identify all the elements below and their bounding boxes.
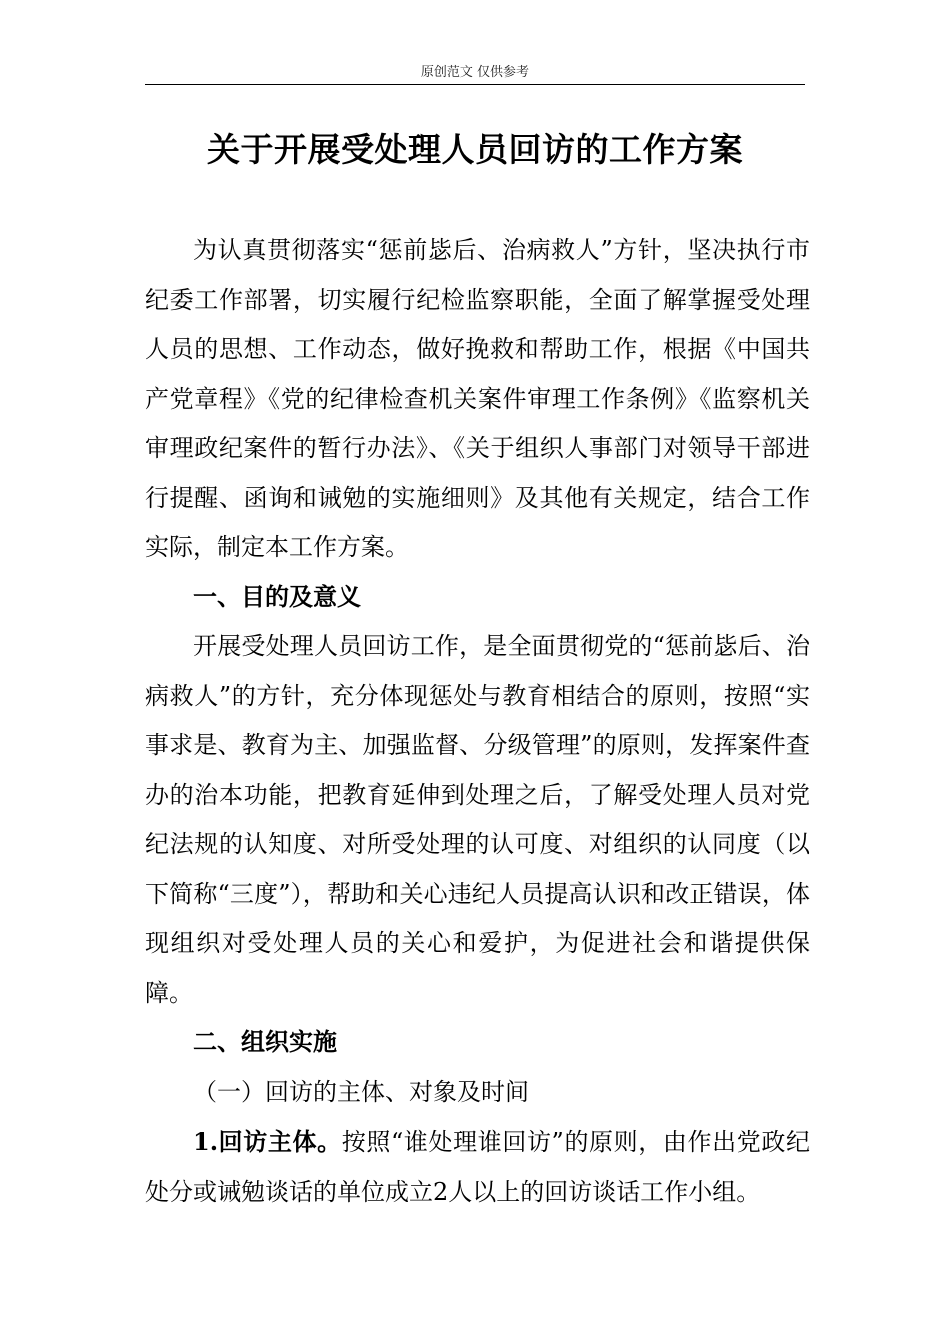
section-heading-purpose: 一、目的及意义 — [193, 582, 361, 611]
item-text-visit-subject: 按照“谁处理谁回访”的原则，由作出党政纪处分或诫勉谈话的单位成立2人以上的回访谈话工作小组。 — [145, 1128, 810, 1206]
intro-paragraph: 为认真贯彻落实“惩前毖后、治病救人”方针，坚决执行市纪委工作部署，切实履行纪检监察职能，全面了解掌握受处理人员的思想、工作动态，做好挽救和帮助工作，根据《中国共产党章程》《党的纪律检查机关案件审理工作条例》《监察机关审理政纪案件的暂行办法》、《关于组织人事部门对领导干部进行提醒、函询和诫勉的实施细则》及其他有关规定，结合工作实际，制定本工作方案。 — [145, 236, 810, 561]
document-title: 关于开展受处理人员回访的工作方案 — [207, 130, 743, 169]
document-body — [145, 226, 810, 1217]
item-paragraph-visit-subject — [145, 1117, 810, 1217]
header-text: 原创范文 仅供参考 — [420, 65, 530, 80]
page-header — [145, 62, 805, 85]
subsection-heading-subject-target-time: （一）回访的主体、对象及时间 — [193, 1077, 529, 1106]
item-lead-visit-subject: 1.回访主体。 — [193, 1127, 342, 1156]
section-heading-implementation: 二、组织实施 — [193, 1028, 337, 1056]
purpose-paragraph: 开展受处理人员回访工作，是全面贯彻党的“惩前毖后、治病救人”的方针，充分体现惩处与教育相结合的原则，按照“实事求是、教育为主、加强监督、分级管理”的原则，发挥案件查办的治本功能，把教育延伸到处理之后，了解受处理人员对党纪法规的认知度、对所受处理的认可度、对组织的认同度（以下简称“三度”），帮助和关心违纪人员提高认识和改正错误，体现组织对受处理人员的关心和爱护，为促进社会和谐提供保障。 — [145, 632, 810, 1007]
